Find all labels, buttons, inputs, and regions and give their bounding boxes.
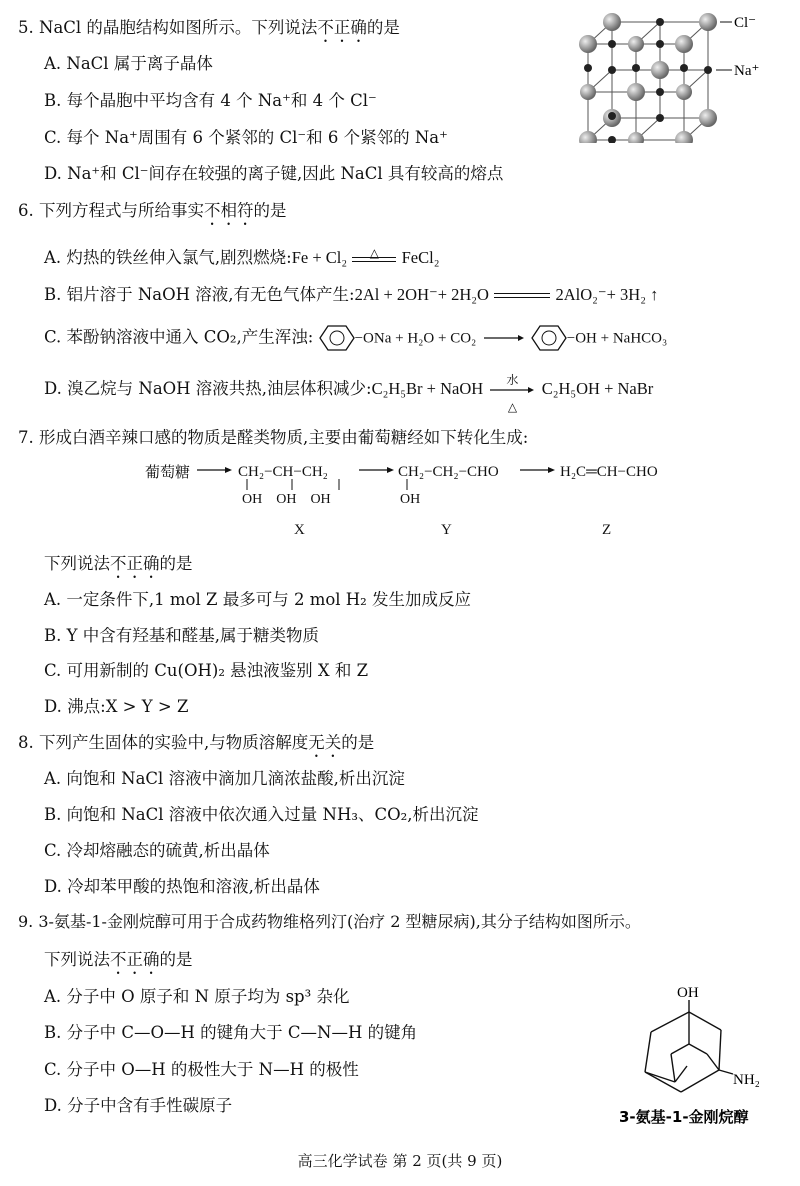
q9-option-b: B. 分子中 C—O—H 的键角大于 C—N—H 的键角 [44,1023,418,1042]
q6-option-c: C. 苯酚钠溶液中通入 CO₂,产生浑浊: −ONa + H₂O + CO₂ −OH + NaHCO₃ [44,323,667,353]
q6-stem: 6. 下列方程式与所给事实不相符的是 [18,201,287,220]
arrow-icon [518,463,558,477]
q7-option-b: B. Y 中含有羟基和醛基,属于糖类物质 [44,626,319,645]
benzene-ring-icon [531,323,567,353]
nacl-crystal-figure [570,8,790,143]
nh2-label: NH₂ [733,1072,760,1088]
q8-option-d: D. 冷却苯甲酸的热饱和溶液,析出晶体 [44,877,320,896]
compound-y-oh: OH [400,492,421,507]
cl-label: Cl⁻ [734,15,757,31]
compound-y-formula: CH₂−CH₂−CHO [398,464,499,480]
q9-substem: 下列说法不正确的是 [44,950,193,969]
benzene-ring-icon [319,323,355,353]
label-z: Z [602,522,612,538]
q7-stem: 7. 形成白酒辛辣口感的物质是醛类物质,主要由葡萄糖经如下转化生成: [18,428,529,447]
q9-stem: 9. 3-氨基-1-金刚烷醇可用于合成药物维格列汀(治疗 2 型糖尿病),其分子结构如图所示。 [18,912,641,931]
water-condition: 水 [506,372,519,387]
structure-caption: 3-氨基-1-金刚烷醇 [619,1108,749,1126]
heat-condition: △ [507,399,518,414]
arrow-icon [357,463,397,477]
q5-option-c: C. 每个 Na⁺周围有 6 个紧邻的 Cl⁻和 6 个紧邻的 Na⁺ [44,128,448,147]
oh-label: OH [677,985,699,1001]
q9-option-c: C. 分子中 O—H 的极性大于 N—H 的极性 [44,1060,359,1079]
q7-option-d: D. 沸点:X > Y > Z [44,697,189,716]
q6-option-b: B. 铝片溶于 NaOH 溶液,有无色气体产生:2Al + 2OH⁻+ 2H₂O 2AlO₂⁻+ 3H₂ ↑ [44,285,659,304]
amino-adamantanol-structure [615,982,790,1132]
heat-condition: △ [369,246,379,260]
q9-option-a: A. 分子中 O 原子和 N 原子均为 sp³ 杂化 [44,987,350,1006]
glucose-label: 葡萄糖 [145,463,191,481]
q5-option-b: B. 每个晶胞中平均含有 4 个 Na⁺和 4 个 Cl⁻ [44,91,377,110]
q5-option-d: D. Na⁺和 Cl⁻间存在较强的离子键,因此 NaCl 具有较高的熔点 [44,164,504,183]
q7-option-c: C. 可用新制的 Cu(OH)₂ 悬浊液鉴别 X 和 Z [44,661,369,680]
q8-option-a: A. 向饱和 NaCl 溶液中滴加几滴浓盐酸,析出沉淀 [44,769,405,788]
q9-option-d: D. 分子中含有手性碳原子 [44,1096,233,1115]
q8-option-b: B. 向饱和 NaCl 溶液中依次通入过量 NH₃、CO₂,析出沉淀 [44,805,479,824]
page-footer: 高三化学试卷 第 2 页(共 9 页) [297,1152,503,1170]
q8-option-c: C. 冷却熔融态的硫黄,析出晶体 [44,841,270,860]
q6-option-d: D. 溴乙烷与 NaOH 溶液共热,油层体积减少:C₂H₅Br + NaOH 水 △ C₂H₅OH + NaBr [44,377,653,401]
label-x: X [294,522,305,538]
compound-z-formula: H₂C═CH−CHO [560,464,658,480]
label-y: Y [441,522,452,538]
q7-option-a: A. 一定条件下,1 mol Z 最多可与 2 mol H₂ 发生加成反应 [44,590,472,609]
compound-x-formula: CH₂−CH−CH₂ [238,464,328,480]
na-label: Na⁺ [734,63,760,79]
q5-stem: 5. NaCl 的晶胞结构如图所示。下列说法不正确的是 [18,18,400,37]
q5-option-a: A. NaCl 属于离子晶体 [44,54,213,73]
q8-stem: 8. 下列产生固体的实验中,与物质溶解度无关的是 [18,733,375,752]
q6-option-a: A. 灼热的铁丝伸入氯气,剧烈燃烧:Fe + Cl₂ △ FeCl₂ [44,246,439,270]
compound-x-oh: OH OH OH [242,492,331,507]
arrow-icon [195,463,235,477]
q7-substem: 下列说法不正确的是 [44,554,193,573]
